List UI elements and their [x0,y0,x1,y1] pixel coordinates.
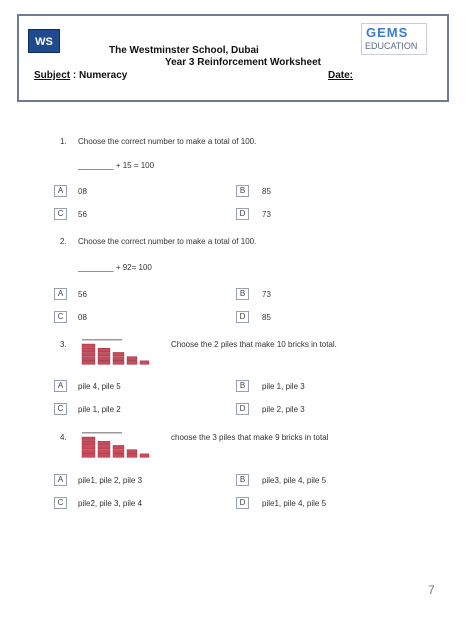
question-3-number: 3. [60,340,67,349]
q2-option-d-box[interactable]: D [236,311,249,323]
brick-pile-5-brick [140,361,149,365]
q1-option-d-box[interactable]: D [236,208,249,220]
question-3-text: Choose the 2 piles that make 10 bricks in total. [171,340,337,349]
brick-pile-1-brick [82,450,95,454]
brick-pile-1-brick [82,348,95,352]
brick-piles-image [80,431,162,459]
q3-option-b-text: pile 1, pile 3 [262,382,305,391]
brick-pile-4-brick [127,454,137,458]
q2-option-b-box[interactable]: B [236,288,249,300]
subject-line [34,70,127,81]
q1-option-c-box[interactable]: C [54,208,67,220]
question-2-equation: ________ + 92= 100 [78,263,152,272]
brick-pile-1-brick [82,441,95,445]
date-label: Date: [328,70,354,81]
worksheet-title: Year 3 Reinforcement Worksheet [165,57,321,68]
brick-pile-2-brick [98,441,110,445]
q4-option-a-box[interactable]: A [54,474,67,486]
brick-pile-3-brick [113,454,124,458]
gems-logo-word: GEMS [366,25,409,40]
question-4-text: choose the 3 piles that make 9 bricks in total [171,433,329,442]
question-1-number: 1. [60,137,67,146]
brick-pile-2-brick [98,352,110,356]
q3-option-b-box[interactable]: B [236,380,249,392]
q4-option-b-box[interactable]: B [236,474,249,486]
brick-pile-1-brick [82,352,95,356]
q3-option-a-text: pile 4, pile 5 [78,382,121,391]
q4-option-c-box[interactable]: C [54,497,67,509]
q1-option-d-text: 73 [262,210,271,219]
q2-option-a-box[interactable]: A [54,288,67,300]
ws-logo-icon [31,32,57,50]
brick-image-caption-strip [82,432,122,434]
brick-pile-3-brick [113,357,124,361]
subject-value: : Numeracy [70,70,128,81]
brick-piles-image [80,338,162,366]
q3-option-c-box[interactable]: C [54,403,67,415]
brick-pile-5-brick [140,454,149,458]
brick-pile-3-brick [113,450,124,454]
q1-option-c-text: 56 [78,210,87,219]
q1-option-b-text: 85 [262,187,271,196]
brick-pile-2-brick [98,361,110,365]
page-number: 7 [428,583,435,597]
q2-option-a-text: 56 [78,290,87,299]
question-1-text: Choose the correct number to make a total of 100. [78,137,257,146]
q1-option-b-box[interactable]: B [236,185,249,197]
question-4-number: 4. [60,433,67,442]
q4-option-d-text: pile1, pile 4, pile 5 [262,499,327,508]
gems-logo-sub: EDUCATION [365,41,418,51]
brick-pile-4-brick [127,357,137,361]
ws-logo-text: WS [35,36,53,48]
q4-option-c-text: pile2, pile 3, pile 4 [78,499,143,508]
q4-option-a-text: pile1, pile 2, pile 3 [78,476,143,485]
brick-pile-1-brick [82,344,95,348]
question-1-equation: ________ + 15 = 100 [78,161,155,170]
brick-pile-3-brick [113,361,124,365]
brick-pile-4-brick [127,450,137,454]
brick-pile-2-brick [98,348,110,352]
school-logo [28,29,60,53]
q1-option-a-box[interactable]: A [54,185,67,197]
brick-pile-1-brick [82,454,95,458]
q3-option-a-box[interactable]: A [54,380,67,392]
q1-option-a-text: 08 [78,187,87,196]
q2-option-c-text: 08 [78,313,87,322]
brick-pile-1-brick [82,437,95,441]
brick-pile-3-brick [113,445,124,449]
gems-education-logo [361,23,427,55]
brick-pile-3-brick [113,352,124,356]
q2-option-d-text: 85 [262,313,271,322]
brick-pile-1-brick [82,361,95,365]
subject-label: Subject [34,70,71,81]
brick-pile-2-brick [98,454,110,458]
header-box [17,14,449,102]
q3-option-c-text: pile 1, pile 2 [78,405,121,414]
brick-image-caption-strip [82,339,122,341]
brick-pile-4-brick [127,361,137,365]
brick-pile-2-brick [98,445,110,449]
brick-pile-1-brick [82,357,95,361]
question-2-text: Choose the correct number to make a total of 100. [78,237,257,246]
brick-pile-1-brick [82,445,95,449]
q3-option-d-text: pile 2, pile 3 [262,405,305,414]
q2-option-c-box[interactable]: C [54,311,67,323]
school-name: The Westminster School, Dubai [109,45,259,56]
q2-option-b-text: 73 [262,290,271,299]
q4-option-b-text: pile3, pile 4, pile 5 [262,476,327,485]
question-2-number: 2. [60,237,67,246]
q4-option-d-box[interactable]: D [236,497,249,509]
q3-option-d-box[interactable]: D [236,403,249,415]
brick-pile-2-brick [98,357,110,361]
brick-pile-2-brick [98,450,110,454]
